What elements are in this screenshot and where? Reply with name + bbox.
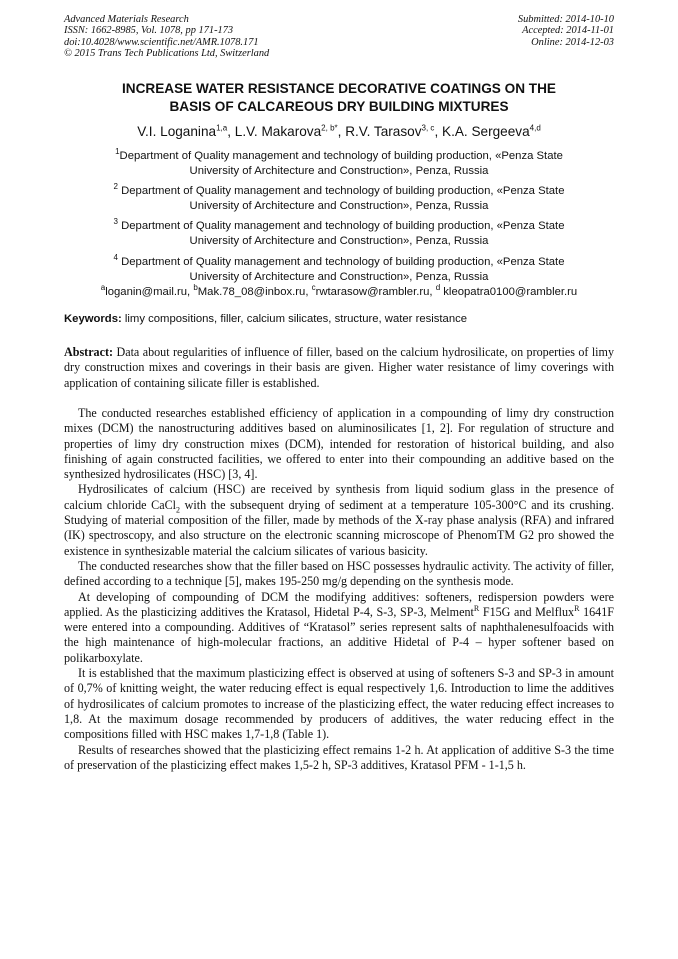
subscript: 2	[176, 505, 180, 515]
affil-number: 1	[115, 147, 120, 157]
author-list: V.I. Loganina$^{1,a}$, L.V. Makarova$^{2, b*}$, R.V. Tarasov$^{3, c}$, K.A. Sergeeva$^{4,d}$	[137, 123, 541, 139]
affil-line: Department of Quality management and technology of building production, «Penza State	[121, 220, 565, 232]
author-name: L.V. Makarova	[234, 124, 322, 139]
author-name: V.I. Loganina	[137, 124, 217, 139]
affiliation-3	[60, 219, 618, 249]
author-affil-mark: 3, c	[421, 123, 435, 133]
affil-number: 3	[113, 217, 118, 227]
paragraph: The conducted researches established efficiency of application in a compounding of limy dry construction mixes (DCM) the nanostructuring additives based on aluminosilicates [1, 2]. For regulation of structure and properties of limy dry construction mixes (DCM), intended for restoration of historical building, and also finishing of again constructed facilities, we offered to enter into their compounding an additive based on the synthesized hydrosilicates (HSC) [3, 4].	[64, 406, 614, 482]
issn-line: ISSN: 1662-8985, Vol. 1078, pp 171-173	[64, 25, 234, 37]
keywords-label: Keywords:	[64, 313, 122, 325]
abstract	[64, 345, 614, 391]
email-mark: a	[100, 283, 106, 293]
abstract-text: Data about regularities of influence of filler, based on the calcium hydrosilicate, on properties of limy dry construction mixes and coverings in their basis are given. Higher water resistance of limy coverings with application of containing silicate filler is established.	[64, 345, 615, 390]
paragraph-text: with the subsequent drying of sediment at a temperature 105-300°C and its crushing. Studying of material composition of the filler, made by methods of the X-ray phase analysis (RFA) and infrared (IK) spectroscopy, and also structure on the electronic scanning microscope of PhenomTM G2 pro showed the existence in synthesizable material the calcium silicates of various basicity.	[64, 497, 614, 558]
email-address[interactable]: kleopatra0100@rambler.ru	[443, 286, 578, 298]
superscript: R	[473, 603, 480, 613]
affil-line: University of Architecture and Construction», Penza, Russia	[189, 271, 489, 283]
title-line-2: BASIS OF CALCAREOUS DRY BUILDING MIXTURES	[169, 99, 509, 114]
affil-line: Department of Quality management and technology of building production, «Penza State	[121, 185, 565, 197]
paper-title	[60, 80, 618, 116]
paragraph-text: At developing of compounding of DCM the modifying additives: softeners, redispersion powders were applied. As the plasticizing additives the Kratasol, Hidetal P-4, S-3, SP-3, Melment	[64, 589, 614, 619]
affil-line: University of Architecture and Construction», Penza, Russia	[189, 200, 489, 212]
email-list: $^a$loganin@mail.ru, $^b$Mak.78_08@inbox.ru, $^c$rwtarasow@rambler.ru, $^d$ kleopatra0100@rambler.ru	[100, 283, 578, 298]
online-date: Online: 2014-12-03	[531, 36, 614, 48]
affiliation-1	[60, 149, 618, 179]
author-affil-mark: 2, b*	[321, 123, 338, 133]
keywords-text: limy compositions, filler, calcium silicates, structure, water resistance	[124, 313, 468, 325]
affil-number: 4	[113, 253, 118, 263]
paragraph: Results of researches showed that the plasticizing effect remains 1-2 h. At application of additive S-3 the time of preservation of the plasticizing effect makes 1,5-2 h, SP-3 additives, Kratasol PFM - 1-1,5 h.	[64, 742, 614, 772]
journal-name: Advanced Materials Research	[64, 14, 189, 25]
paragraph: It is established that the maximum plasticizing effect is observed at using of softeners S-3 and SP-3 in amount of 0,7% of knitting weight, the water reducing effect is equal respectively 1,6. Introduction to lime the additives of hydrosilicates of calcium promotes to increase of the plasticizing effect, the water reducing effect increases to 1,8. At the maximum dosage recommended by producers of additives, the water reducing effect in the compositions filled with HSC makes 1,7-1,8 (Table 1).	[64, 666, 614, 742]
email-mark: c	[311, 283, 316, 293]
copyright-line: © 2015 Trans Tech Publications Ltd, Switzerland	[64, 48, 270, 60]
author-affil-mark: 4,d	[529, 123, 541, 133]
affil-number: 2	[113, 182, 118, 192]
superscript: R	[574, 603, 580, 613]
affiliation-2	[60, 184, 618, 214]
paragraph	[64, 482, 614, 558]
email-mark: b	[193, 283, 198, 293]
affil-line: University of Architecture and Construction», Penza, Russia	[189, 235, 489, 247]
main-text	[64, 406, 614, 773]
submitted-date: Submitted: 2014-10-10	[517, 14, 614, 25]
email-address[interactable]: loganin@mail.ru	[105, 286, 188, 298]
accepted-date: Accepted: 2014-11-01	[522, 25, 614, 37]
email-address[interactable]: rwtarasow@rambler.ru	[315, 286, 430, 298]
paragraph-text: 1641F were entered into a compounding. Additives of “Kratasol” series represent salts of naphthalenesulfoacids with the high maintenance of high-molecular fractions, an additive Hidetal of P-4 – hyper softener based on polikarboxylate.	[64, 604, 615, 665]
title-line-1: INCREASE WATER RESISTANCE DECORATIVE COATINGS ON THE	[121, 81, 556, 96]
affil-line: Department of Quality management and technology of building production, «Penza State	[121, 256, 565, 268]
email-address[interactable]: Mak.78_08@inbox.ru	[197, 286, 306, 298]
doi-line: doi:10.4028/www.scientific.net/AMR.1078.171	[64, 36, 259, 48]
author-name: R.V. Tarasov	[345, 124, 422, 139]
paragraph: The conducted researches show that the filler based on HSC possesses hydraulic activity. The activity of filler, defined according to a technique [5], makes 195-250 mg/g depending on the synthesis mode.	[64, 558, 614, 589]
affil-line: Department of Quality management and technology of building production, «Penza State	[119, 150, 563, 162]
keywords	[64, 313, 624, 325]
paragraph	[64, 590, 614, 666]
paragraph-text: F15G and Melflux	[479, 604, 575, 619]
journal-info	[64, 14, 269, 60]
abstract-label: Abstract:	[64, 345, 114, 359]
affil-line: University of Architecture and Construction», Penza, Russia	[189, 165, 489, 177]
paragraph-text: Hydrosilicates of calcium (HSC) are received by synthesis from liquid sodium glass in the presence of calcium chloride CaCl	[64, 482, 614, 512]
email-mark: d	[435, 283, 441, 293]
affiliation-4	[60, 255, 618, 285]
author-name: K.A. Sergeeva	[442, 124, 530, 139]
submission-dates	[518, 14, 614, 48]
author-affil-mark: 1,a	[216, 123, 228, 133]
